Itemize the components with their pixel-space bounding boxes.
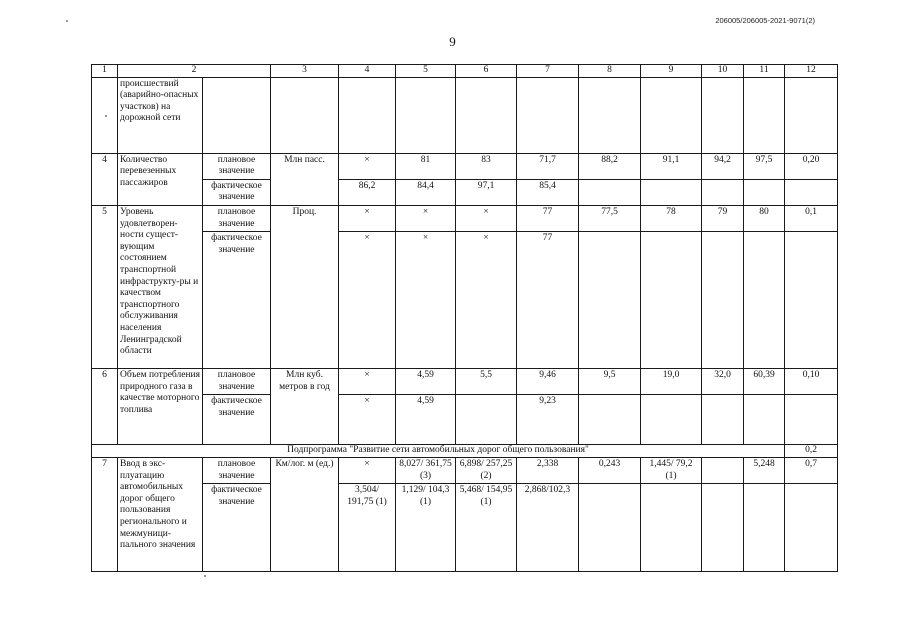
value-cell: 0,10	[785, 369, 838, 395]
value-cell	[785, 77, 838, 153]
value-cell: 2,338	[517, 457, 579, 483]
value-type: плановое значение	[203, 457, 271, 483]
unit-cell: Проц.	[271, 205, 339, 368]
value-cell: 97,5	[744, 153, 785, 179]
header-cell: 3	[271, 65, 339, 78]
value-cell	[702, 484, 744, 572]
value-cell	[641, 179, 702, 205]
value-cell: 88,2	[579, 153, 641, 179]
value-cell: ×	[456, 205, 517, 231]
value-cell	[785, 395, 838, 445]
value-cell: 60,39	[744, 369, 785, 395]
value-cell: 71,7	[517, 153, 579, 179]
value-cell: 6,898/ 257,25 (2)	[456, 457, 517, 483]
table-row	[92, 484, 838, 572]
value-cell	[785, 232, 838, 369]
unit-cell: Млн куб. метров в год	[271, 369, 339, 445]
subprogram-row	[92, 445, 838, 458]
value-cell: 4,59	[396, 395, 456, 445]
value-cell: 86,2	[339, 179, 396, 205]
value-cell: 1,129/ 104,3 (1)	[396, 484, 456, 572]
scan-speck	[66, 20, 68, 22]
table-row	[92, 457, 838, 483]
value-cell: ×	[396, 205, 456, 231]
scan-speck	[204, 575, 206, 577]
value-cell: ×	[339, 369, 396, 395]
value-cell: 4,59	[396, 369, 456, 395]
value-cell: ×	[339, 153, 396, 179]
value-cell	[641, 395, 702, 445]
value-cell	[744, 395, 785, 445]
value-cell	[579, 232, 641, 369]
row-number: 6	[92, 369, 118, 445]
header-cell: 5	[396, 65, 456, 78]
value-cell: 5,5	[456, 369, 517, 395]
value-cell: 91,1	[641, 153, 702, 179]
value-cell	[456, 77, 517, 153]
value-cell: ×	[339, 205, 396, 231]
value-cell: 9,46	[517, 369, 579, 395]
value-type	[203, 77, 271, 153]
value-cell	[579, 179, 641, 205]
value-cell	[785, 484, 838, 572]
value-cell	[702, 179, 744, 205]
value-cell: 77	[517, 205, 579, 231]
subprogram-title: Подпрограмма "Развитие сети автомобильных дорог общего пользования"	[92, 445, 785, 458]
value-cell: 80	[744, 205, 785, 231]
header-cell: 8	[579, 65, 641, 78]
value-cell	[641, 484, 702, 572]
value-cell: 79	[702, 205, 744, 231]
value-cell	[702, 395, 744, 445]
value-cell	[339, 77, 396, 153]
value-cell	[744, 232, 785, 369]
header-cell: 11	[744, 65, 785, 78]
value-cell	[702, 232, 744, 369]
value-cell: 0,7	[785, 457, 838, 483]
header-cell: 6	[456, 65, 517, 78]
row-number: 4	[92, 153, 118, 205]
indicators-table	[91, 64, 838, 572]
header-cell: 10	[702, 65, 744, 78]
value-cell: 8,027/ 361,75 (3)	[396, 457, 456, 483]
value-cell: 85,4	[517, 179, 579, 205]
value-cell: ×	[396, 232, 456, 369]
value-cell: ×	[339, 457, 396, 483]
value-cell: 3,504/ 191,75 (1)	[339, 484, 396, 572]
value-cell: 0,1	[785, 205, 838, 231]
value-cell: 2,868/102,3	[517, 484, 579, 572]
row-number: 5	[92, 205, 118, 368]
subprogram-weight: 0,2	[785, 445, 838, 458]
value-cell	[517, 77, 579, 153]
value-type: фактическое значение	[203, 484, 271, 572]
header-cell: 1	[92, 65, 118, 78]
value-cell: ×	[456, 232, 517, 369]
value-cell	[579, 395, 641, 445]
value-cell	[579, 484, 641, 572]
table-header-row	[92, 65, 838, 78]
value-cell: 5,468/ 154,95 (1)	[456, 484, 517, 572]
value-type: плановое значение	[203, 153, 271, 179]
value-cell: 94,2	[702, 153, 744, 179]
indicator-name: Уровень удовлетворен-ности сущест-вующим состоянием транспортной инфраструкту-ры и качеством транспортного обслуживания населения Ленинградской области	[118, 205, 203, 368]
value-cell: 84,4	[396, 179, 456, 205]
value-cell	[456, 395, 517, 445]
value-cell: 9,23	[517, 395, 579, 445]
indicator-name: происшествий (аварийно-опасных участков) на дорожной сети	[118, 77, 203, 153]
value-cell: ×	[339, 395, 396, 445]
value-cell: 77,5	[579, 205, 641, 231]
value-cell: 5,248	[744, 457, 785, 483]
value-cell	[785, 179, 838, 205]
value-cell	[744, 77, 785, 153]
value-cell: 81	[396, 153, 456, 179]
value-cell	[396, 77, 456, 153]
document-id: 206005/206005-2021-9071(2)	[715, 16, 815, 25]
value-cell	[641, 77, 702, 153]
header-cell: 7	[517, 65, 579, 78]
header-cell: 12	[785, 65, 838, 78]
unit-cell: Км/лог. м (ед.)	[271, 457, 339, 571]
table-row	[92, 395, 838, 445]
value-cell	[744, 484, 785, 572]
value-cell	[579, 77, 641, 153]
indicator-name: Ввод в экс-плуатацию автомобильных дорог общего пользования регионального и межмуници-пального значения	[118, 457, 203, 571]
value-cell: 32,0	[702, 369, 744, 395]
table-row	[92, 369, 838, 395]
indicator-name: Объем потребления природного газа в качестве моторного топлива	[118, 369, 203, 445]
page-number: 9	[449, 34, 456, 49]
scan-speck	[105, 115, 107, 117]
header-cell: 2	[118, 65, 271, 78]
value-cell	[702, 77, 744, 153]
table-row	[92, 179, 838, 205]
unit-cell: Млн пасс.	[271, 153, 339, 205]
table-row	[92, 77, 838, 153]
value-cell: 97,1	[456, 179, 517, 205]
unit-cell	[271, 77, 339, 153]
value-type: фактическое значение	[203, 179, 271, 205]
value-cell: 0,243	[579, 457, 641, 483]
value-type: фактическое значение	[203, 395, 271, 445]
value-cell	[744, 179, 785, 205]
value-type: плановое значение	[203, 205, 271, 231]
value-type: фактическое значение	[203, 232, 271, 369]
value-cell	[641, 232, 702, 369]
header-cell: 9	[641, 65, 702, 78]
value-type: плановое значение	[203, 369, 271, 395]
table-row	[92, 205, 838, 231]
header-cell: 4	[339, 65, 396, 78]
value-cell: 1,445/ 79,2 (1)	[641, 457, 702, 483]
row-number: 7	[92, 457, 118, 571]
value-cell: 78	[641, 205, 702, 231]
table-row	[92, 153, 838, 179]
value-cell: 77	[517, 232, 579, 369]
table-row	[92, 232, 838, 369]
value-cell: 9,5	[579, 369, 641, 395]
indicator-name: Количество перевезенных пассажиров	[118, 153, 203, 205]
value-cell: 19,0	[641, 369, 702, 395]
value-cell	[702, 457, 744, 483]
value-cell: 83	[456, 153, 517, 179]
value-cell: 0,20	[785, 153, 838, 179]
value-cell: ×	[339, 232, 396, 369]
